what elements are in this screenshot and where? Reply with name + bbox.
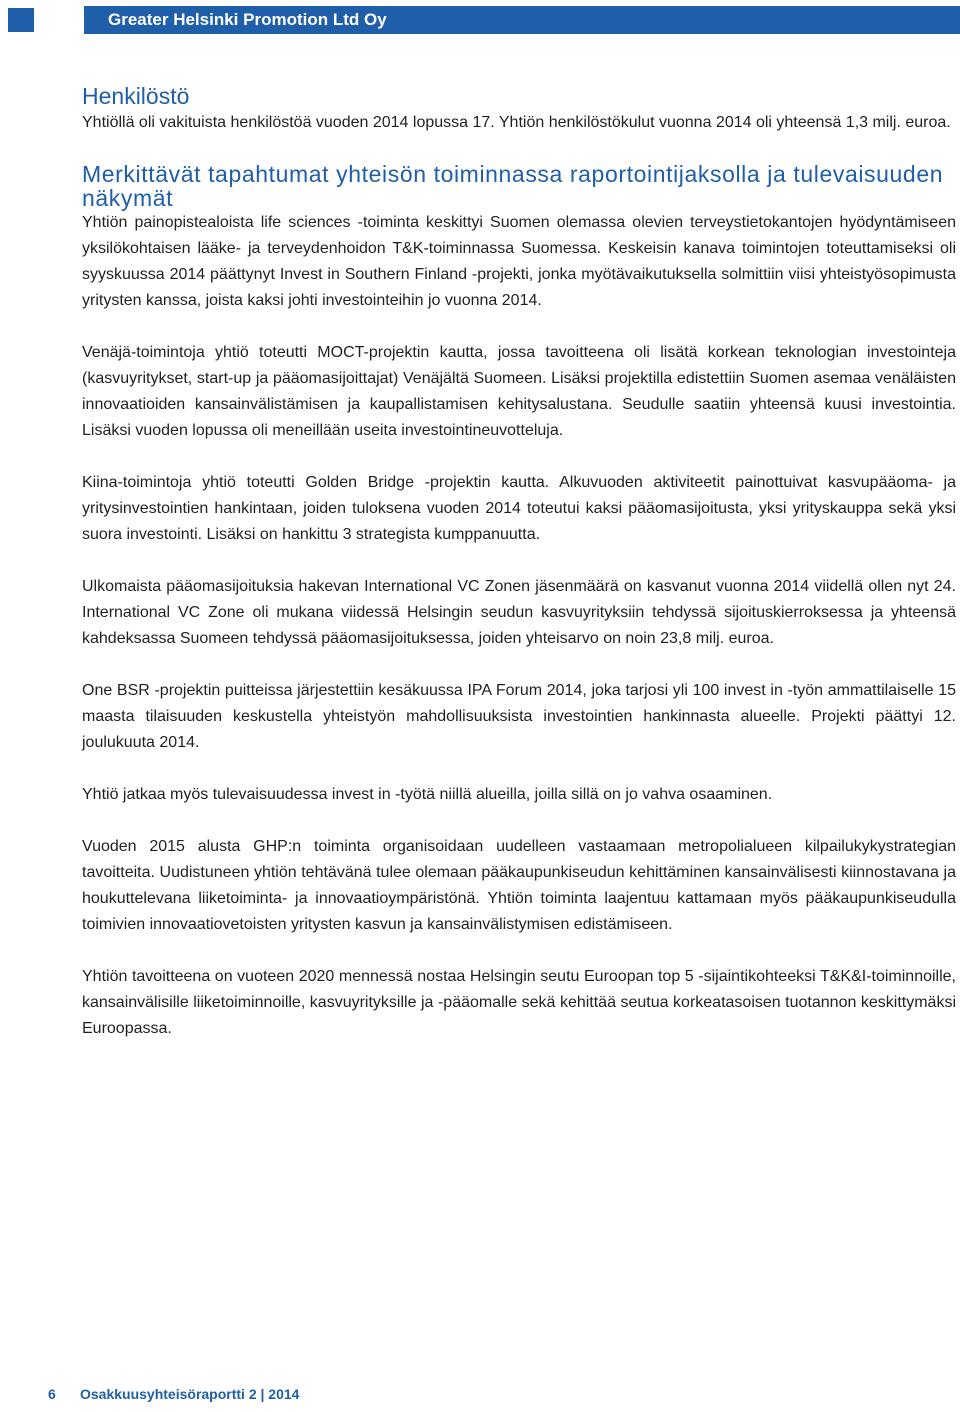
header-square-marker xyxy=(8,8,34,32)
paragraph-life-sciences: Yhtiön painopistealoista life sciences -toiminta keskittyi Suomen olemassa olevien terveystietokantojen hyödyntämiseen yksilökohtaisen lääke- ja terveydenhoidon T&K-toiminnassa Suomessa. Keskeisin kanava toimintojen toteuttamiseksi oli syyskuussa 2014 päättynyt Invest in Southern Finland -projekti, jonka myötävaikutuksella solmittiin viisi yhteistyösopimusta yritysten kanssa, joista kaksi johti investointeihin jo vuonna 2014. xyxy=(82,214,956,309)
paragraph-venaja: Venäjä-toimintoja yhtiö toteutti MOCT-projektin kautta, jossa tavoitteena oli lisätä korkean teknologian investointeja (kasvuyritykset, start-up ja pääomasijoittajat) Venäjältä Suomeen. Lisäksi projektilla edistettiin Suomen asemaa venäläisten innovaatioiden kansainvälistämisen ja kaupallistamisen kehitysalustana. Seudulle saatiin yhteensä kuusi investointia. Lisäksi vuoden lopussa oli meneillään useita investointineuvotteluja. xyxy=(82,344,956,439)
henkilosto-paragraph: Yhtiöllä oli vakituista henkilöstöä vuoden 2014 lopussa 17. Yhtiön henkilöstökulut vuonna 2014 oli yhteensä 1,3 milj. euroa. xyxy=(82,114,951,131)
header-title: Greater Helsinki Promotion Ltd Oy xyxy=(108,10,387,29)
paragraph-2020: Yhtiön tavoitteena on vuoteen 2020 mennessä nostaa Helsingin seutu Euroopan top 5 -sijaintikohteeksi T&K&I-toiminnoille, kansainvälisille liiketoiminnoille, kasvuyrityksille ja -pääomalle sekä kehittää seutua korkeatasoisen tuotannon keskittymäksi Euroopassa. xyxy=(82,968,956,1037)
paragraph-kiina: Kiina-toimintoja yhtiö toteutti Golden Bridge -projektin kautta. Alkuvuoden aktiviteetit painottuivat kasvupääoma- ja yritysinvestointien hankintaan, joiden tuloksena vuoden 2014 toteutui kaksi pääomasijoitusta, yksi yrityskauppa sekä yksi suora investointi. Lisäksi on hankittu 3 strategista kumppanuutta. xyxy=(82,474,956,543)
footer-report-title: Osakkuusyhteisöraportti 2 | 2014 xyxy=(80,1386,300,1402)
section-heading-henkilosto: Henkilöstö xyxy=(82,83,190,109)
paragraph-invest-in: Yhtiö jatkaa myös tulevaisuudessa invest in -työtä niillä alueilla, joilla sillä on jo vahva osaaminen. xyxy=(82,786,773,803)
footer-page-number: 6 xyxy=(48,1386,56,1402)
paragraph-one-bsr: One BSR -projektin puitteissa järjestettiin kesäkuussa IPA Forum 2014, joka tarjosi yli 100 invest in -työn ammattilaiselle 15 maasta tilaisuuden keskustella yhteistyön mahdollisuuksista investointien hankinnasta alueelle. Projekti päättyi 12. joulukuuta 2014. xyxy=(82,682,956,751)
page-content xyxy=(82,82,956,1042)
section-heading-merkittavat: Merkittävät tapahtumat yhteisön toiminnassa raportointijaksolla ja tulevaisuuden näkymät xyxy=(82,161,944,211)
spacer xyxy=(82,136,956,162)
paragraph-2015: Vuoden 2015 alusta GHP:n toiminta organisoidaan uudelleen vastaamaan metropolialueen kilpailukykystrategian tavoitteita. Uudistuneen yhtiön tehtävänä tulee olemaan pääkaupunkiseudun kehittäminen kansainvälisesti kiinnostavana ja houkuttelevana liiketoiminta- ja innovaatioympäristönä. Yhtiön toiminta laajentuu kattamaan myös pääkaupunkiseudulla toimivien innovaatiovetoisten yritysten kasvun ja kansainvälistymisen edistämiseen. xyxy=(82,838,956,933)
paragraph-vc-zone: Ulkomaista pääomasijoituksia hakevan International VC Zonen jäsenmäärä on kasvanut vuonna 2014 viidellä ollen nyt 24. International VC Zone oli mukana viidessä Helsingin seudun kasvuyrityksiin tehdyssä sijoituskierroksessa ja yhteensä kahdeksassa Suomeen tehdyssä pääomasijoituksessa, joiden yhteisarvo on noin 23,8 milj. euroa. xyxy=(82,578,956,647)
